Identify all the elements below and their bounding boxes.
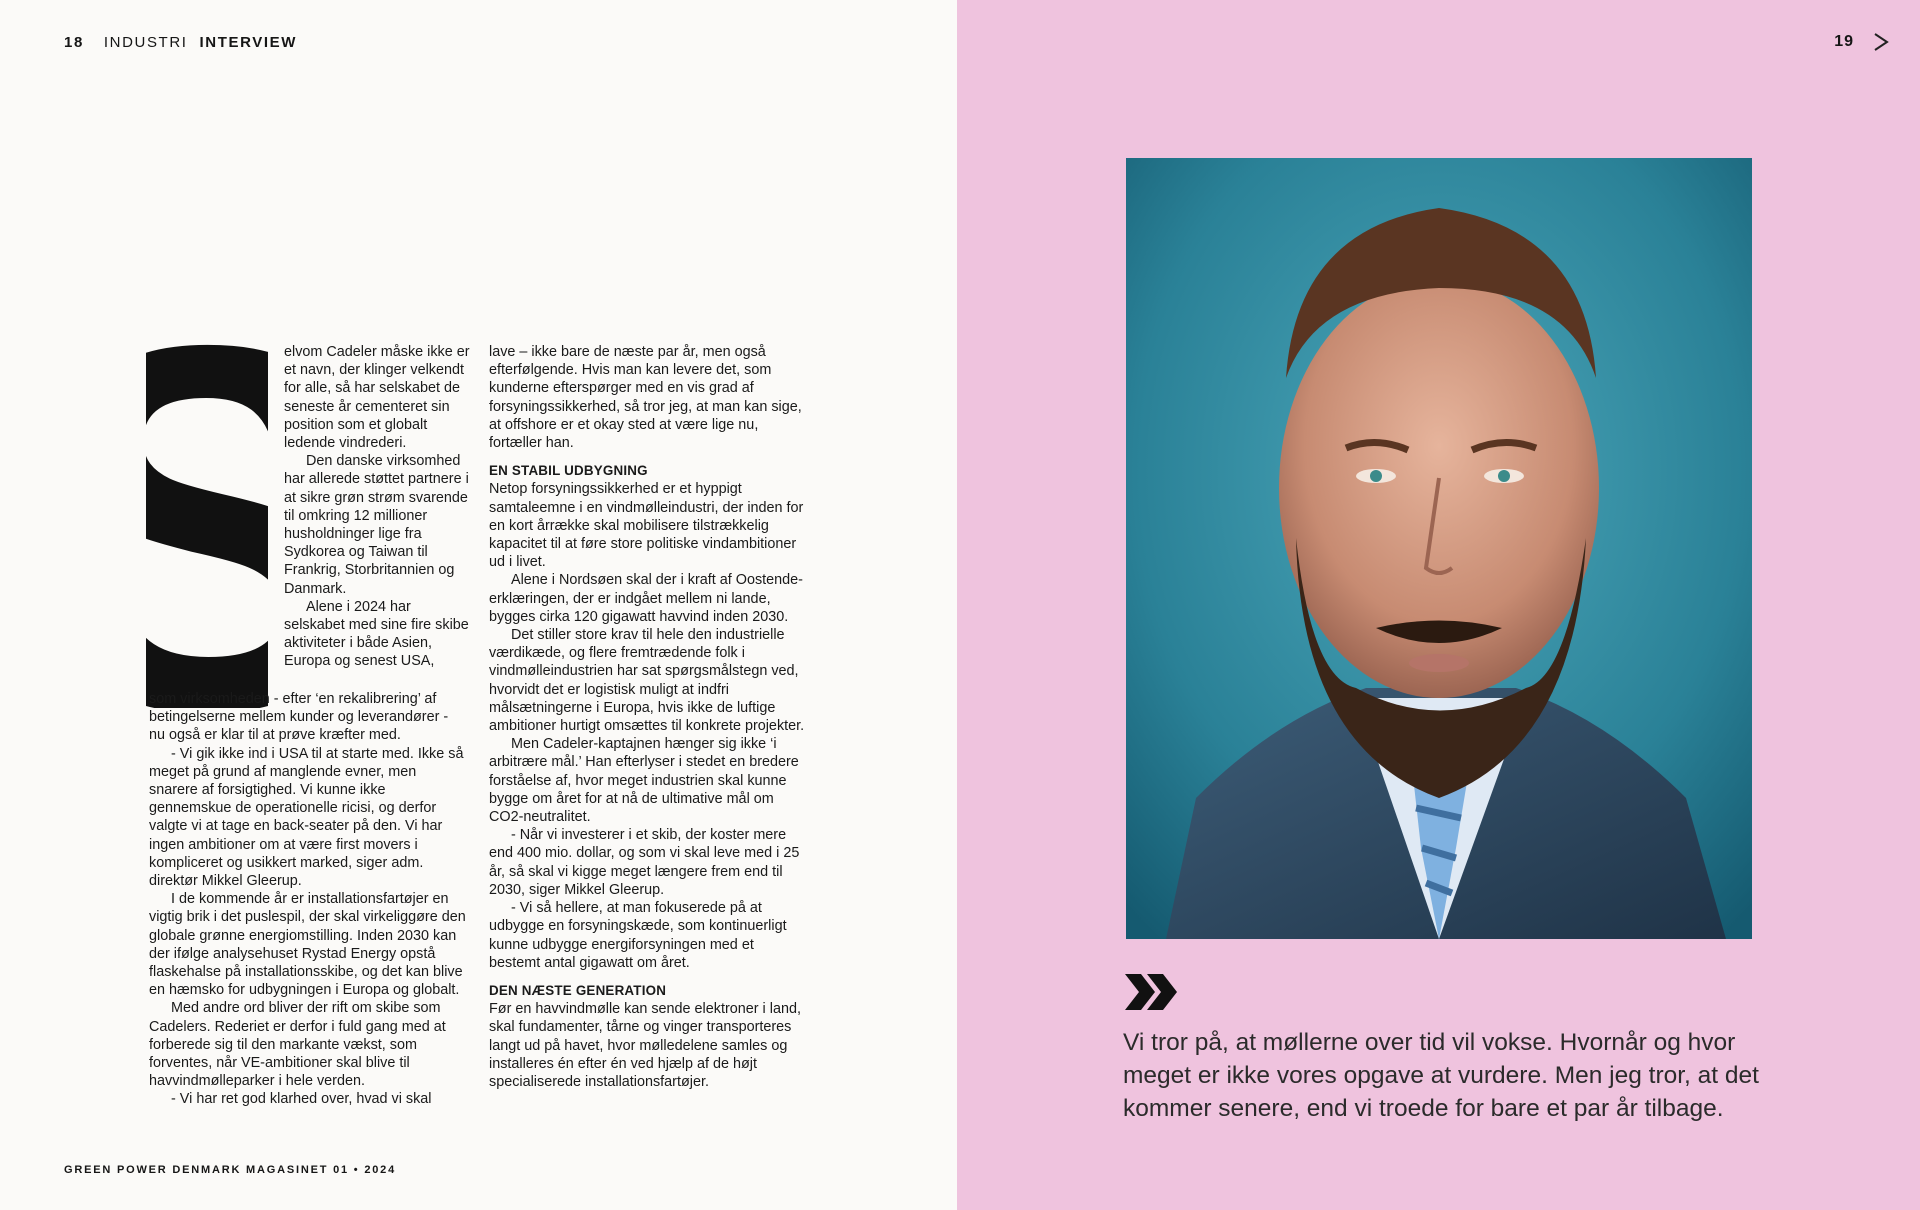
paragraph: elvom Cadeler måske ikke er et navn, der klinger velkendt for alle, så har selskabet de seneste år cementeret sin position som et globalt ledende vindrederi. [284, 344, 470, 452]
right-page-number: 19 [1834, 33, 1854, 50]
paragraph: I de kommende år er installationsfartøjer en vigtig brik i det puslespil, der skal virkeliggøre den globale grønne energiomstilling. Inden 2030 kan der ifølge analysehuset Rystad Energy opstå flaskehalse på installationsskibe, og det kan blive en hæmsko for udbygningen i Europa og globalt. [149, 891, 466, 999]
subheading: DEN NÆSTE GENERATION [489, 982, 667, 998]
paragraph: - Når vi investerer i et skib, der koster mere end 400 mio. dollar, og som vi skal leve med i 25 år, så skal vi kigge meget længere frem end til 2030, siger Mikkel Gleerup. [489, 827, 800, 898]
paragraph: Men Cadeler-kaptajnen hænger sig ikke ‘i arbitrære mål.’ Han efterlyser i stedet en bredere forståelse af, hvor meget industrien skal kunne bygge om året for at nå de ultimative mål om CO2-neutralitet. [489, 736, 799, 826]
paragraph: lave – ikke bare de næste par år, men også efterfølgende. Hvis man kan levere det, som kunderne efterspørger med en vis grad af forsyningssikkerhed, så tror jeg, at man kan sige, at offshore er et okay sted at være lige nu, fortæller han. [489, 344, 802, 452]
left-page-header [64, 34, 297, 51]
magazine-footer: GREEN POWER DENMARK MAGASINET 01 • 2024 [64, 1164, 396, 1176]
next-page-icon[interactable] [1872, 32, 1890, 52]
article-column-1-top [284, 343, 474, 671]
paragraph: som virksomheden - efter ‘en rekalibrering’ af betingelserne mellem kunder og leverandører - nu også er klar til at prøve kræfter med. [149, 691, 449, 744]
article-column-1-bottom [149, 690, 467, 1109]
paragraph: Det stiller store krav til hele den industrielle værdikæde, og flere fremtrædende folk i vindmølleindustrien har sat spørgsmålstegn ved, hvorvidt det er logistisk muligt at indfri målsætningerne i Europa, hvis ikke de luftige ambitioner hurtigt omsættes til konkrete projekter. [489, 627, 805, 735]
subheading: EN STABIL UDBYGNING [489, 463, 648, 479]
paragraph: Netop forsyningssikkerhed er et hyppigt samtaleemne i en vindmølleindustri, der inden for en kort årrække skal mobilisere tilstrækkelig kapacitet til at føre store politiske vindambitioner ud i livet. [489, 481, 804, 571]
paragraph: - Vi har ret god klarhed over, hvad vi skal [171, 1091, 432, 1108]
left-page [0, 0, 957, 1210]
drop-cap-letter [146, 296, 268, 708]
left-page-number: 18 [64, 34, 84, 51]
paragraph: - Vi så hellere, at man fokuserede på at udbygge en forsyningskæde, som kontinuerligt kunne udbygge energiforsyningen med et bestemt antal gigawatt om året. [489, 900, 787, 971]
paragraph: Alene i 2024 har selskabet med sine fire skibe aktiviteter i både Asien, Europa og senest USA, [284, 598, 469, 670]
paragraph: Med andre ord bliver der rift om skibe som Cadelers. Rederiet er derfor i fuld gang med at forberede sig til den markante vækst, som forventes, når VE-ambitioner skal blive til havvindmølleparker i hele verden. [149, 1000, 446, 1090]
article-column-2 [489, 343, 807, 1091]
double-chevron-icon [1123, 972, 1179, 1012]
paragraph: - Vi gik ikke ind i USA til at starte med. Ikke så meget på grund af manglende evner, men snarere af forsigtighed. Vi kunne ikke gennemskue de operationelle ricisi, og derfor valgte vi at tage en back-seater på den. Vi har ingen ambitioner om at være first movers i kompliceret og usikkert marked, siger adm. direktør Mikkel Gleerup. [149, 745, 464, 890]
right-page [957, 0, 1920, 1210]
paragraph: Alene i Nordsøen skal der i kraft af Oostende-erklæringen, der er indgået mellem ni lande, bygges cirka 120 gigawatt havvind inden 2030. [489, 572, 803, 625]
paragraph: Før en havvindmølle kan sende elektroner i land, skal fundamenter, tårne og vinger transporteres langt ud på havet, hvor mølledelene samles og installeres én efter én ved hjælp af de højt specialiserede installationsfartøjer. [489, 1001, 801, 1090]
right-page-header [1834, 32, 1890, 52]
paragraph: Den danske virksomhed har allerede støttet partnere i at sikre grøn strøm svarende til omkring 12 millioner husholdninger lige fra Sydkorea og Taiwan til Frankrig, Storbritannien og Danmark. [284, 453, 469, 597]
portrait-photo [1126, 158, 1752, 939]
pull-quote: Vi tror på, at møllerne over tid vil vokse. Hvornår og hvor meget er ikke vores opgave at vurdere. Men jeg tror, at det kommer senere, end vi troede for bare et par år tilbage. [1123, 1029, 1759, 1122]
section-label: INDUSTRI [103, 34, 188, 51]
topic-label: INTERVIEW [199, 34, 297, 51]
drop-cap [146, 296, 268, 708]
